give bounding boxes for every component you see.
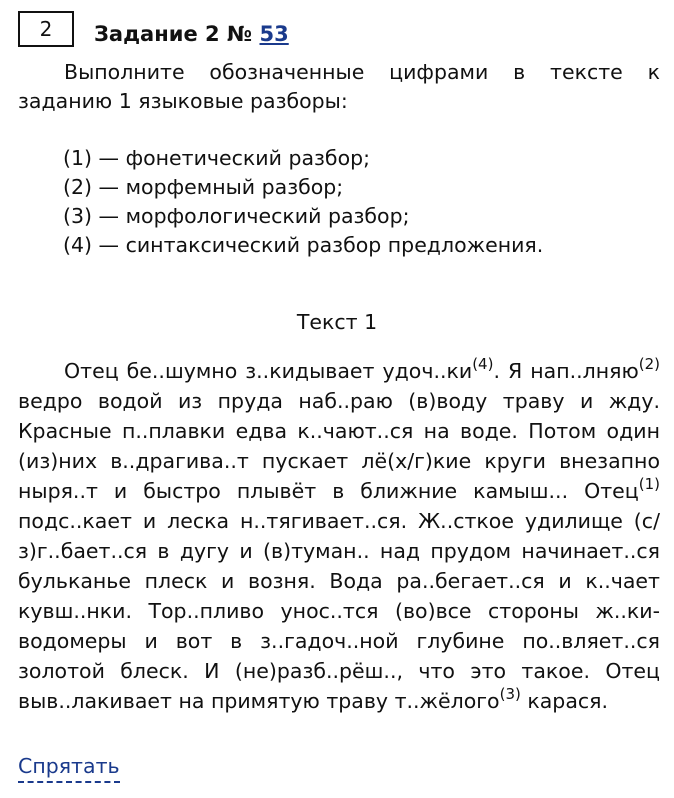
marker-1: (1) (638, 475, 660, 493)
marker-2: (2) (638, 355, 660, 373)
passage-fragment: ведро водой из пруда наб..раю (в)воду траву и жду. Красные п..плавки едва к..чают..ся на воде. Потом один (из)них в..драгива..т пускает лё(х/г)кие круги внезапно ныря..т и быстро плывёт в ближние камыш... Отец (18, 389, 660, 503)
instruction-text: Выполните обозначенные цифрами в тексте к заданию 1 языковые разборы: (18, 60, 660, 113)
list-item: (2) — морфемный разбор; (63, 175, 344, 199)
task-title-prefix: Задание 2 № (94, 22, 260, 46)
analysis-list (63, 144, 543, 260)
passage-fragment: . Я нап..лняю (493, 359, 639, 383)
passage-fragment: подс..кает и леска н..тягивает..ся. Ж..сткое удилище (с/з)г..бает..ся в дугу и (в)туман.. над прудом начинает..ся бульканье плеск и возня. Вода ра..бегает..ся и к..чает кувш..нки. Тор..пливо унос..тся (во)все стороны ж..ки-водомеры и вот в з..гадоч..ной глубине по..вляет..ся золотой блеск. И (не)разб..рёш.., что это такое. Отец выв..лакивает на примятую траву т..жёлого (18, 509, 660, 713)
task-title (94, 20, 289, 48)
list-item: (1) — фонетический разбор; (63, 146, 371, 170)
marker-3: (3) (499, 685, 521, 703)
list-item: (3) — морфологический разбор; (63, 204, 410, 228)
passage-text (18, 356, 660, 716)
hide-link[interactable]: Спрятать (18, 752, 120, 783)
passage-fragment: Отец бе..шумно з..кидывает удоч..ки (64, 359, 473, 383)
marker-4: (4) (472, 355, 494, 373)
task-number-box: 2 (18, 11, 74, 47)
list-item: (4) — синтаксический разбор предложения. (63, 233, 544, 257)
text-title: Текст 1 (296, 310, 378, 334)
task-number-link[interactable]: 53 (259, 22, 289, 46)
passage-fragment: карася. (520, 689, 608, 713)
